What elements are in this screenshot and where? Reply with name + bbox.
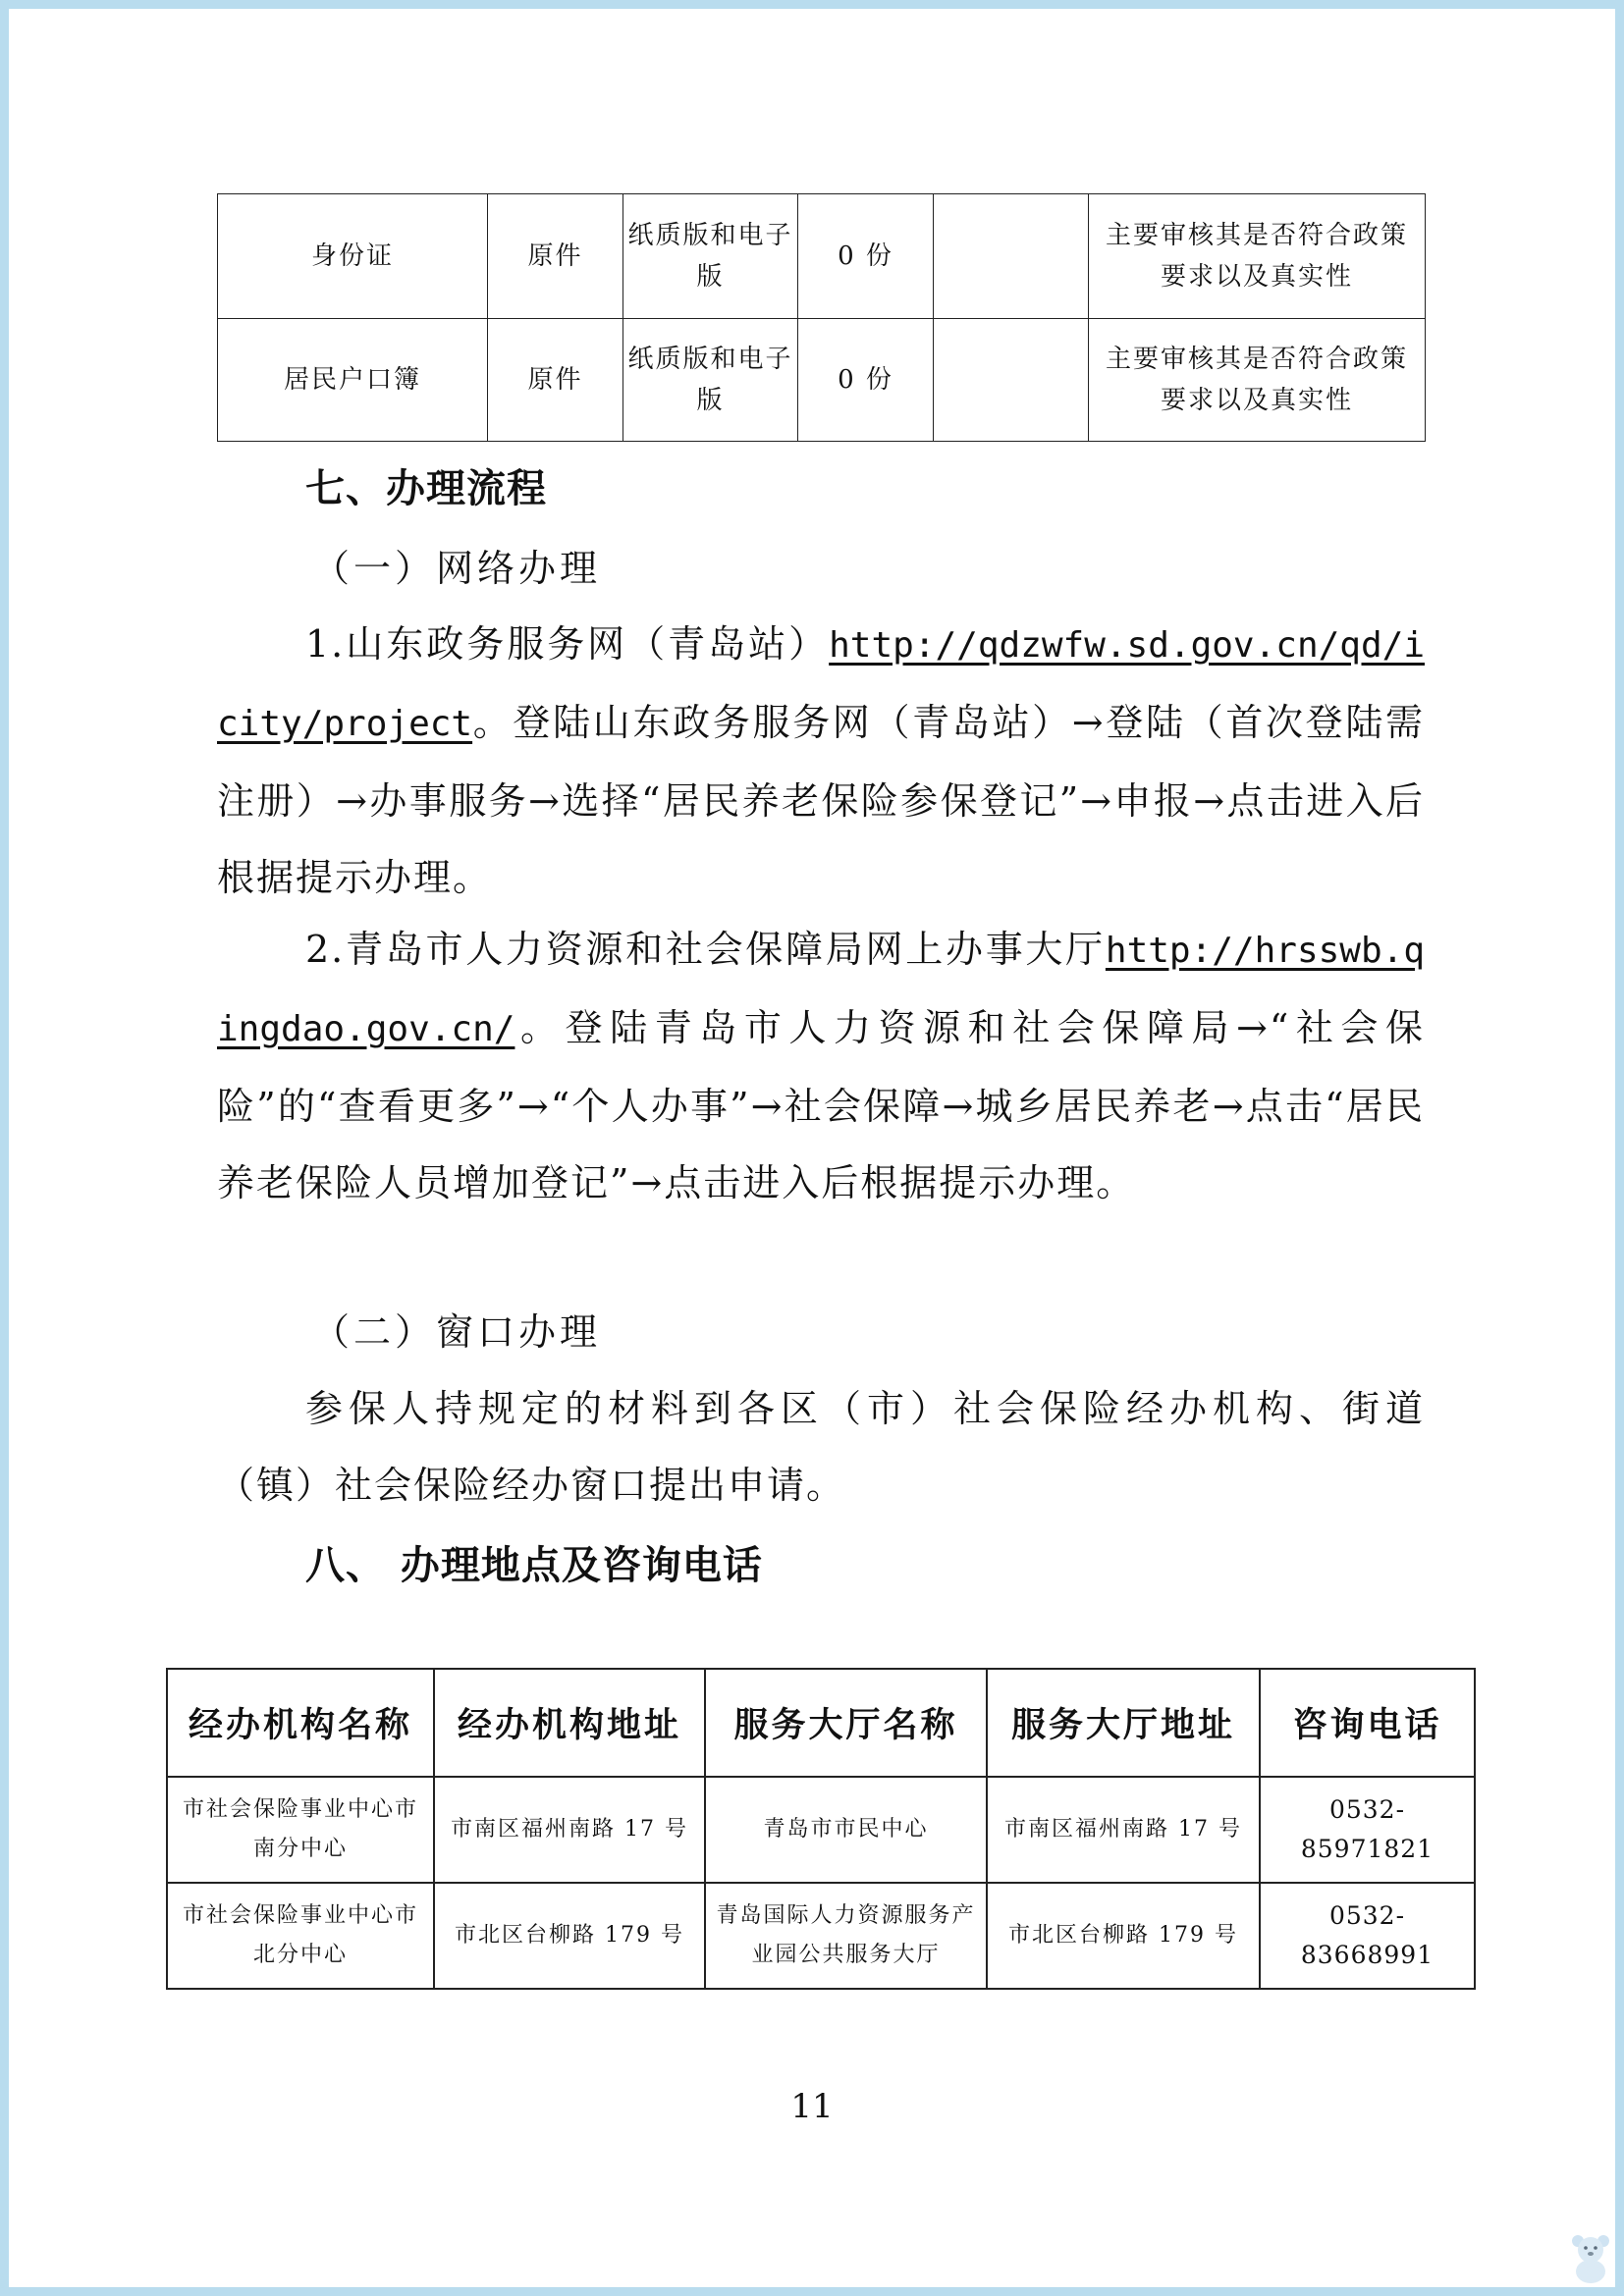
phone-number: 0532-83668991 [1260, 1883, 1475, 1989]
material-name: 身份证 [218, 194, 488, 319]
table-row [218, 319, 1426, 442]
phone-number: 0532-85971821 [1260, 1777, 1475, 1883]
materials-table [217, 193, 1426, 442]
agency-address: 市南区福州南路 17 号 [434, 1777, 705, 1883]
material-count: 0 份 [798, 319, 934, 442]
material-note: 主要审核其是否符合政策要求以及真实性 [1089, 319, 1426, 442]
agency-name: 市社会保险事业中心市北分中心 [167, 1883, 434, 1989]
table-row [167, 1883, 1475, 1989]
subsection-window-title: （二）窗口办理 [312, 1310, 602, 1354]
paragraph-window-service: 参保人持规定的材料到各区（市）社会保险经办机构、街道（镇）社会保险经办窗口提出申请。 [217, 1387, 1425, 1507]
paragraph-qingdao-hall [217, 911, 1425, 1221]
material-type: 原件 [488, 319, 623, 442]
table-row [218, 194, 1426, 319]
material-format: 纸质版和电子版 [623, 319, 798, 442]
material-blank [934, 194, 1089, 319]
hall-name: 青岛国际人力资源服务产业园公共服务大厅 [705, 1883, 987, 1989]
table-header-row [167, 1669, 1475, 1777]
paragraph-shandong-portal [217, 606, 1425, 916]
material-blank [934, 319, 1089, 442]
hall-name: 青岛市市民中心 [705, 1777, 987, 1883]
paragraph-text: 。登陆山东政务服务网（青岛站）→登陆（首次登陆需注册）→办事服务→选择“居民养老保险参保登记”→申报→点击进入后根据提示办理。 [217, 701, 1425, 899]
section-7-title: 七、办理流程 [305, 466, 547, 511]
header-agency-address: 经办机构地址 [434, 1669, 705, 1777]
material-type: 原件 [488, 194, 623, 319]
hall-address: 市北区台柳路 179 号 [987, 1883, 1260, 1989]
material-name: 居民户口簿 [218, 319, 488, 442]
header-phone: 咨询电话 [1260, 1669, 1475, 1777]
subsection-online-title: （一）网络办理 [312, 547, 602, 590]
header-hall-address: 服务大厅地址 [987, 1669, 1260, 1777]
section-8-title: 八、 办理地点及咨询电话 [305, 1543, 763, 1588]
material-count: 0 份 [798, 194, 934, 319]
material-format: 纸质版和电子版 [623, 194, 798, 319]
agency-address: 市北区台柳路 179 号 [434, 1883, 705, 1989]
hall-address: 市南区福州南路 17 号 [987, 1777, 1260, 1883]
agency-name: 市社会保险事业中心市南分中心 [167, 1777, 434, 1883]
shandong-portal-link[interactable]: http://qdzwfw.sd.gov.cn/qd/icity/project [217, 625, 1425, 744]
paragraph-text: 1.山东政务服务网（青岛站） [305, 622, 830, 666]
bear-mascot-icon [1568, 2232, 1613, 2283]
header-agency-name: 经办机构名称 [167, 1669, 434, 1777]
material-note: 主要审核其是否符合政策要求以及真实性 [1089, 194, 1426, 319]
paragraph-text: 。登陆青岛市人力资源和社会保障局→“社会保险”的“查看更多”→“个人办事”→社会保障→城乡居民养老→点击“居民养老保险人员增加登记”→点击进入后根据提示办理。 [217, 1006, 1425, 1204]
table-row [167, 1777, 1475, 1883]
page-number: 11 [790, 2087, 834, 2126]
office-contact-table [166, 1668, 1476, 1990]
qingdao-hall-link[interactable]: http://hrsswb.qingdao.gov.cn/ [217, 931, 1425, 1049]
header-hall-name: 服务大厅名称 [705, 1669, 987, 1777]
paragraph-text: 2.青岛市人力资源和社会保障局网上办事大厅 [305, 928, 1106, 971]
